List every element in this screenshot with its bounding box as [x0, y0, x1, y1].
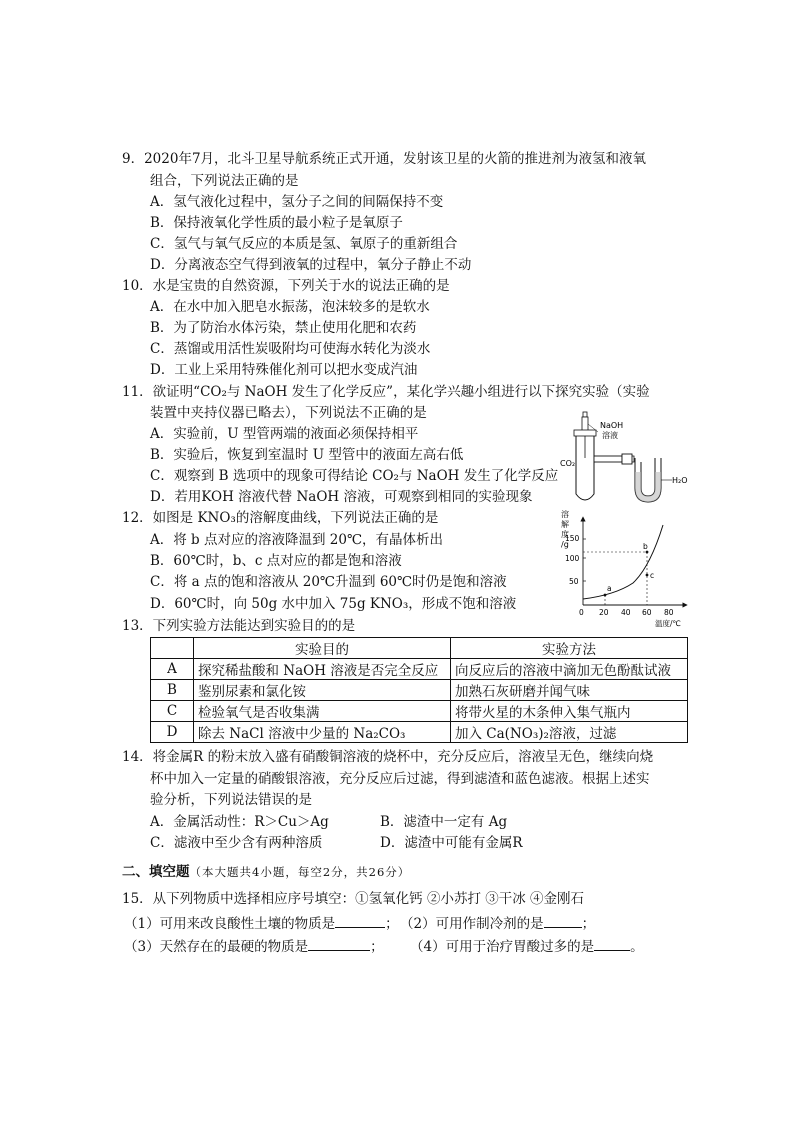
q15-answer-blank-4[interactable] — [594, 936, 630, 951]
ylabel-char-1: 溶 — [561, 510, 569, 519]
q9-stem-line1: 9．2020年7月，北斗卫星导航系统正式开通，发射该卫星的火箭的推进剂为液氢和液氧 — [122, 151, 647, 167]
q15-stem: 15．从下列物质中选择相应序号填空：①氢氧化钙 ②小苏打 ③干冰 ④金刚石 — [122, 891, 585, 907]
q11-option-a: A．实验前，U 型管两端的液面必须保持相平 — [150, 426, 419, 442]
row-purpose: 检验氧气是否收集满 — [194, 701, 451, 722]
q15-part2-text: （2）可用作制冷剂的是 — [400, 916, 544, 932]
q15-part4-text: （4）可用于治疗胃酸过多的是 — [410, 939, 595, 955]
q10-option-a: A．在水中加入肥皂水振荡，泡沫较多的是软水 — [150, 299, 430, 315]
q15-part4 — [410, 936, 644, 956]
row-purpose: 除去 NaCl 溶液中少量的 Na₂CO₃ — [194, 722, 451, 743]
q13-stem: 13．下列实验方法能达到实验目的的是 — [122, 618, 356, 634]
q14-stem-line2: 杯中加入一定量的硝酸银溶液，充分反应后过滤，得到滤渣和蓝色滤液。根据上述实 — [150, 771, 650, 787]
co2-label: CO₂ — [560, 459, 576, 468]
q15-answer-blank-1[interactable] — [335, 913, 385, 928]
naoh-label: NaOH — [600, 421, 624, 430]
q15-part4-end: 。 — [630, 939, 644, 955]
q14-option-b: B．滤渣中一定有 Ag — [380, 814, 508, 830]
table-header-blank — [151, 638, 194, 659]
section-2-title: 二、填空题 — [122, 864, 190, 880]
q10-stem: 10．水是宝贵的自然资源，下列关于水的说法正确的是 — [122, 278, 450, 294]
q12-option-a: A．将 b 点对应的溶液降温到 20℃，有晶体析出 — [150, 532, 444, 548]
table-header-row — [151, 638, 688, 659]
point-c-label: c — [650, 571, 655, 580]
row-purpose: 鉴别尿素和氯化铵 — [194, 680, 451, 701]
ytick-50: 50 — [569, 577, 579, 586]
q14-stem-line3: 验分析，下列说法错误的是 — [150, 792, 312, 808]
q14-option-d: D．滤渣中可能有金属R — [380, 835, 523, 851]
q15-part3 — [124, 936, 384, 956]
q12-option-c: C．将 a 点的饱和溶液从 20℃升温到 60℃时仍是饱和溶液 — [150, 574, 507, 590]
q9-option-d: D．分离液态空气得到液氧的过程中，氧分子静止不动 — [150, 257, 472, 273]
q9-option-b: B．保持液氧化学性质的最小粒子是氧原子 — [150, 215, 403, 231]
q12-option-d: D．60℃时，向 50g 水中加入 75g KNO₃，形成不饱和溶液 — [150, 596, 517, 612]
q15-part2 — [400, 913, 595, 933]
q11-option-c: C．观察到 B 选项中的现象可得结论 CO₂与 NaOH 发生了化学反应 — [150, 468, 559, 484]
ylabel-char-3: 度 — [561, 530, 569, 539]
ytick-150: 150 — [565, 534, 580, 543]
q15-part2-end: ； — [581, 916, 596, 932]
xtick-0: 0 — [579, 608, 584, 617]
q11-stem-line1: 11．欲证明“CO₂与 NaOH 发生了化学反应”，某化学兴趣小组进行以下探究实验（实验 — [122, 384, 650, 400]
table-header-method: 实验方法 — [451, 638, 688, 659]
ylabel-char-4: /g — [561, 540, 569, 549]
q15-answer-blank-3[interactable] — [308, 936, 370, 951]
q12-option-b: B．60℃时，b、c 点对应的都是饱和溶液 — [150, 553, 402, 569]
q15-answer-blank-2[interactable] — [544, 913, 582, 928]
q11-stem-line2: 装置中夹持仪器已略去），下列说法不正确的是 — [150, 405, 427, 421]
ylabel-char-2: 解 — [561, 520, 569, 529]
row-label: A — [151, 659, 194, 680]
row-label: B — [151, 680, 194, 701]
point-b-label: b — [643, 542, 648, 551]
xtick-60: 60 — [642, 608, 652, 617]
q14-stem-line1: 14．将金属R 的粉末放入盛有硝酸铜溶液的烧杯中，充分反应后，溶液呈无色，继续向烧 — [122, 749, 654, 765]
row-method: 将带火星的木条伸入集气瓶内 — [451, 701, 688, 722]
q14-option-a: A．金属活动性：R＞Cu＞Ag — [150, 814, 329, 830]
row-method: 加入 Ca(NO₃)₂溶液，过滤 — [451, 722, 688, 743]
row-purpose: 探究稀盐酸和 NaOH 溶液是否完全反应 — [194, 659, 451, 680]
experiment-table — [150, 637, 688, 743]
co2-naoh-apparatus-figure — [560, 410, 700, 510]
xtick-20: 20 — [599, 608, 609, 617]
q15-part1-end: ； — [385, 916, 399, 932]
q11-option-d: D．若用KOH 溶液代替 NaOH 溶液，可观察到相同的实验现象 — [150, 489, 533, 505]
q10-option-b: B．为了防治水体污染，禁止使用化肥和农药 — [150, 320, 417, 336]
q15-part3-end: ； — [370, 939, 384, 955]
section-2-heading — [122, 863, 410, 881]
q11-option-b: B．实验后，恢复到室温时 U 型管中的液面左高右低 — [150, 447, 464, 463]
kno3-solubility-graph — [555, 505, 695, 630]
table-row — [151, 722, 688, 743]
section-2-note: （本大题共4小题，每空2分，共26分） — [189, 865, 411, 879]
q10-option-c: C．蒸馏或用活性炭吸附均可使海水转化为淡水 — [150, 341, 431, 357]
q9-option-c: C．氢气与氧气反应的本质是氢、氧原子的重新组合 — [150, 236, 458, 252]
row-label: C — [151, 701, 194, 722]
q15-part3-text: （3）天然存在的最硬的物质是 — [124, 939, 309, 955]
xtick-40: 40 — [621, 608, 631, 617]
q9-stem-line2: 组合，下列说法正确的是 — [150, 173, 299, 189]
q10-option-d: D．工业上采用特殊催化剂可以把水变成汽油 — [150, 362, 418, 378]
h2o-label: H₂O — [672, 476, 688, 485]
point-a-label: a — [607, 584, 612, 593]
row-method: 向反应后的溶液中滴加无色酚酞试液 — [451, 659, 688, 680]
table-row — [151, 701, 688, 722]
xtick-80: 80 — [664, 608, 674, 617]
q15-part1-text: （1）可用来改良酸性土壤的物质是 — [124, 916, 336, 932]
row-label: D — [151, 722, 194, 743]
q15-part1 — [124, 913, 399, 933]
table-row — [151, 680, 688, 701]
xlabel: 温度/℃ — [655, 619, 681, 628]
q9-option-a: A．氢气液化过程中，氢分子之间的间隔保持不变 — [150, 194, 444, 210]
table-row — [151, 659, 688, 680]
table-header-purpose: 实验目的 — [194, 638, 451, 659]
solution-label: 溶液 — [602, 431, 618, 440]
ytick-100: 100 — [565, 554, 580, 563]
q12-stem: 12．如图是 KNO₃的溶解度曲线，下列说法正确的是 — [122, 510, 439, 526]
q14-option-c: C．滤液中至少含有两种溶质 — [150, 835, 323, 851]
row-method: 加熟石灰研磨并闻气味 — [451, 680, 688, 701]
